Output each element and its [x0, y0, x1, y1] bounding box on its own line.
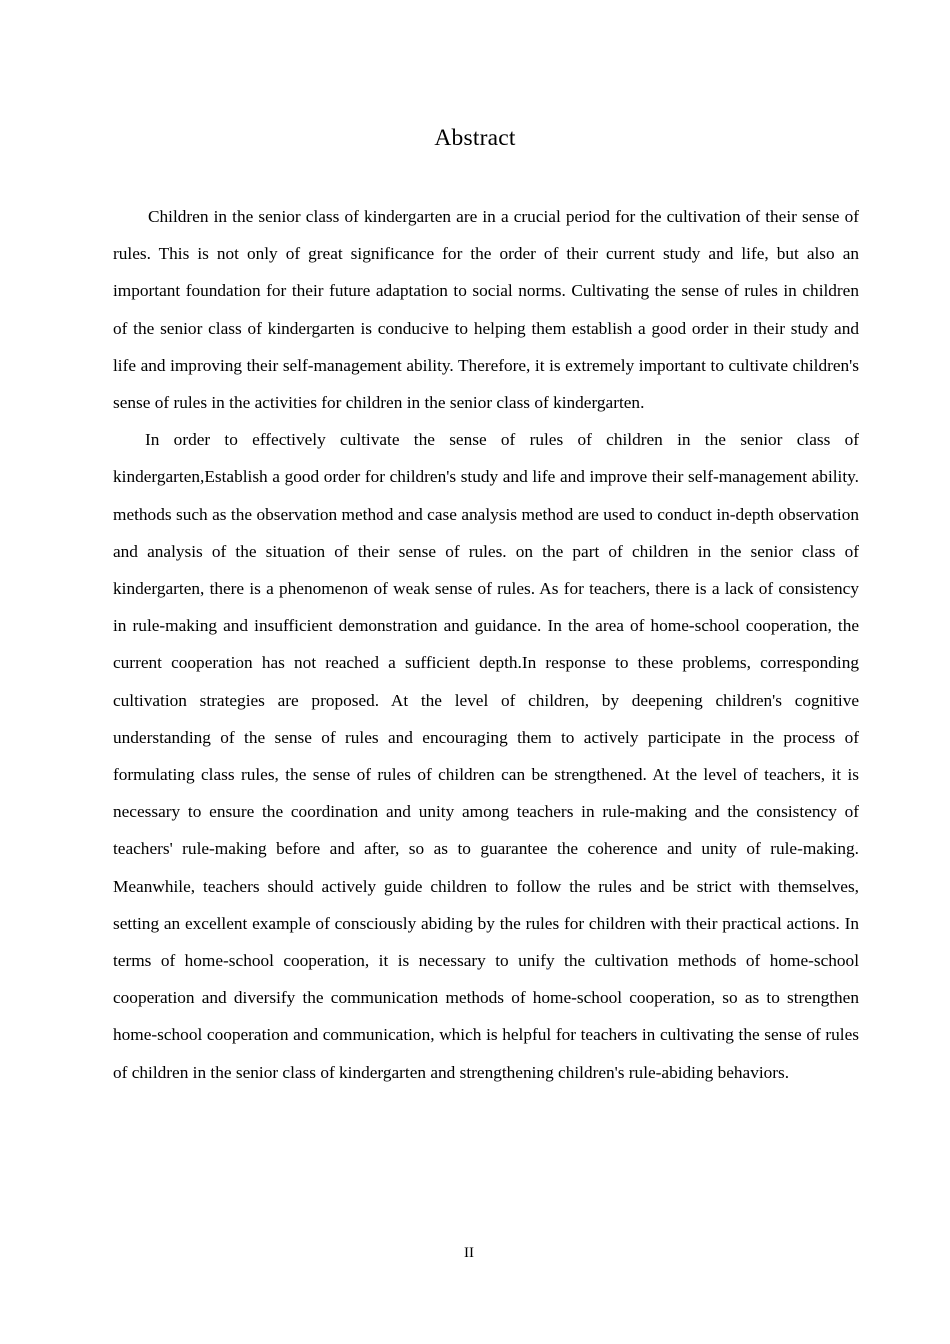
abstract-body	[113, 198, 859, 1091]
page-number-footer	[0, 1243, 950, 1263]
abstract-paragraph-2: In order to effectively cultivate the sense of rules of children in the senior class of kindergarten,Establish a good order for children's study and life and improve their self-management ability. methods such as the observation method and case analysis method are used to conduct in-depth observation and analysis of the situation of their sense of rules. on the part of children in the senior class of kindergarten, there is a phenomenon of weak sense of rules. As for teachers, there is a lack of consistency in rule-making and insufficient demonstration and guidance. In the area of home-school cooperation, the current cooperation has not reached a sufficient depth.In response to these problems, corresponding cultivation strategies are proposed. At the level of children, by deepening children's cognitive understanding of the sense of rules and encouraging them to actively participate in the process of formulating class rules, the sense of rules of children can be strengthened. At the level of teachers, it is necessary to ensure the coordination and unity among teachers in rule-making and the consistency of teachers' rule-making before and after, so as to guarantee the coherence and unity of rule-making. Meanwhile, teachers should actively guide children to follow the rules and be strict with themselves, setting an excellent example of consciously abiding by the rules for children with their practical actions. In terms of home-school cooperation, it is necessary to unify the cultivation methods of home-school cooperation and diversify the communication methods of home-school cooperation, so as to strengthen home-school cooperation and communication, which is helpful for teachers in cultivating the sense of rules of children in the senior class of kindergarten and strengthening children's rule-abiding behaviors.	[113, 430, 859, 1082]
page-number-value: II	[464, 1245, 474, 1261]
abstract-paragraph-1: Children in the senior class of kindergarten are in a crucial period for the cultivation of their sense of rules. This is not only of great significance for the order of their current study and life, but also an important foundation for their future adaptation to social norms. Cultivating the sense of rules in children of the senior class of kindergarten is conducive to helping them establish a good order in their study and life and improving their self-management ability. Therefore, it is extremely important to cultivate children's sense of rules in the activities for children in the senior class of kindergarten.	[113, 207, 859, 413]
page-title: Abstract	[434, 125, 516, 151]
